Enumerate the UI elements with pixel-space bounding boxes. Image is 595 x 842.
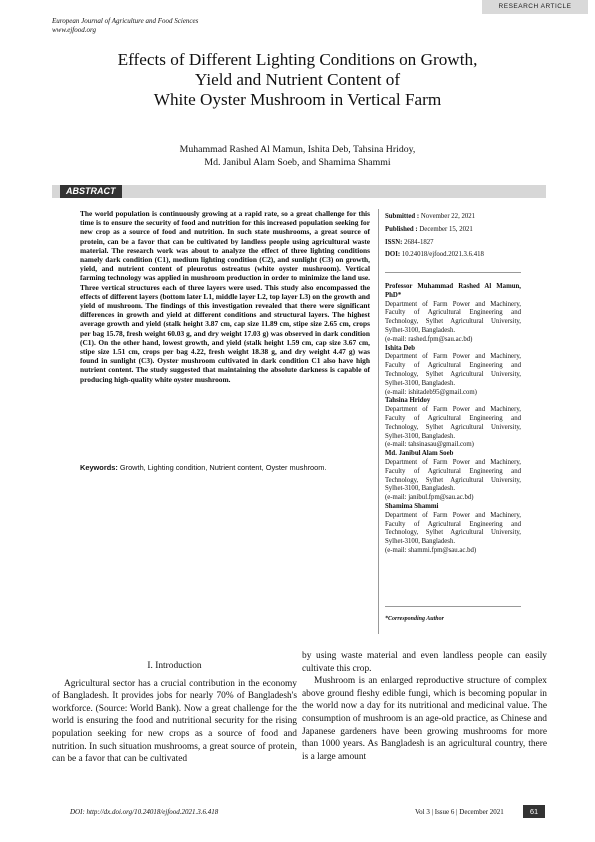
article-type-badge: RESEARCH ARTICLE bbox=[482, 0, 588, 14]
doi-label: DOI: bbox=[385, 251, 401, 259]
affiliation-divider bbox=[385, 606, 521, 607]
affiliation-item bbox=[385, 345, 521, 398]
title-line: White Oyster Mushroom in Vertical Farm bbox=[153, 90, 442, 109]
submitted-date: November 22, 2021 bbox=[420, 213, 476, 220]
affiliation-dept: Department of Farm Power and Machinery, Faculty of Agricultural Engineering and Technology, Sylhet Agricultural University, Sylhet-3100, Bangladesh. bbox=[385, 353, 521, 387]
published-date: December 15, 2021 bbox=[419, 225, 473, 233]
issn-label: ISSN: bbox=[385, 238, 403, 246]
paragraph: by using waste material and even landless people can easily cultivate this crop. bbox=[302, 651, 547, 674]
issn-value: 2684-1827 bbox=[404, 238, 434, 246]
paragraph: Agricultural sector has a crucial contribution in the economy of Bangladesh. It provides jobs for nearly 70% of Bangladesh's workforce. (Source: World Bank). Now a great challenge for the world is ensuring the food and nutritional security for the rising population seeking for new crops as a source of food and nutrition. In such situation mushrooms, a great source of protein, can be a favor that can be cultivated bbox=[52, 678, 297, 765]
affiliation-dept: Department of Farm Power and Machinery, Faculty of Agricultural Engineering and Technology, Sylhet Agricultural University, Sylhet-3100, Bangladesh. bbox=[385, 511, 521, 546]
keywords-label: Keywords: bbox=[80, 463, 118, 472]
journal-header bbox=[52, 17, 198, 35]
intro-right-column bbox=[302, 650, 547, 763]
affiliation-name: Shamima Shammi bbox=[385, 502, 439, 510]
author-line: Md. Janibul Alam Soeb, and Shamima Shammi bbox=[204, 157, 391, 168]
affiliation-item bbox=[385, 503, 521, 556]
title-line: Yield and Nutrient Content of bbox=[194, 70, 401, 89]
author-line: Muhammad Rashed Al Mamun, Ishita Deb, Tahsina Hridoy, bbox=[179, 144, 416, 155]
affiliations bbox=[385, 283, 521, 556]
affiliation-name: Tahsina Hridoy bbox=[385, 397, 431, 405]
journal-name: European Journal of Agriculture and Food Sciences bbox=[52, 17, 199, 25]
affiliation-email[interactable]: (e-mail: janibul.fpm@sau.ac.bd) bbox=[385, 494, 474, 502]
page-number: 61 bbox=[523, 805, 545, 818]
abstract-text: The world population is continuously growing at a rapid rate, so a great challenge for this time is to ensure the security of food and nutrition for this increased population seeking for new crop as a source of food and nutrition. In such state mushrooms, a great source of protein, can be a favor that can be cultivated by landless people using agricultural waste material. The research work was about to analyze the effect of three lighting conditions namely dark condition (C1), medium lighting condition (C2), and sunlight (C3) on growth, yield, and nutrient content of pleurotus ostreatus (white oyster mushroom). Vertical farming technology was applied in mushroom production in order to minimize the land use. Three vertical structures each of three layers were used. This study also encompassed the effects of different layers (bottom later L1, middle layer L2, top layer L3) on the growth and yield of mushroom. The findings of this investigation revealed that there were significant differences in growth and yield at different conditions and structural layers. The highest average growth and yield (stalk height 3.87 cm, cap size 11.89 cm, stipe size 2.65 cm, crops per bag 15.78, fresh weight 60.03 g, and dry weight 17.03 g) was observed in dark condition (C1). On the other hand, lowest growth, and yield (stalk height 1.59 cm, cap size 3.67 cm, stipe size 1.51 cm, crops per bag 4.22, fresh weight 18.38 g, and dry weight 4.47 g) was found in sunlight (C3). Oyster mushroom cultivated in dark condition C1 also have high nutrient content. The study suggested that maintaining the absolute darkness is capable of producing high-quality white oyster mushroom. bbox=[80, 209, 370, 384]
journal-url[interactable]: www.ejfood.org bbox=[52, 26, 96, 34]
affiliation-item bbox=[385, 450, 521, 503]
column-divider bbox=[378, 209, 379, 634]
paper-title bbox=[52, 50, 543, 110]
author-list bbox=[52, 143, 543, 169]
article-meta bbox=[385, 213, 521, 260]
doi-value[interactable]: 10.24018/ejfood.2021.3.6.418 bbox=[401, 251, 484, 259]
affiliation-email[interactable]: (e-mail: rashed.fpm@sau.ac.bd) bbox=[385, 335, 473, 343]
abstract-heading: ABSTRACT bbox=[60, 185, 122, 198]
published-label: Published : bbox=[385, 225, 418, 233]
affiliation-name: Ishita Deb bbox=[385, 344, 416, 352]
affiliation-item bbox=[385, 397, 521, 450]
affiliation-email[interactable]: (e-mail: ishitadeb95@gmail.com) bbox=[385, 388, 477, 396]
abstract-bar bbox=[52, 185, 546, 198]
affiliation-name: Professor Muhammad Rashed Al Mamun, PhD* bbox=[385, 283, 521, 299]
submitted-label: Submitted : bbox=[385, 213, 420, 220]
title-line: Effects of Different Lighting Conditions on Growth, bbox=[117, 50, 478, 69]
affiliation-dept: Department of Farm Power and Machinery, Faculty of Agricultural Engineering and Technology, Sylhet Agricultural University, Sylhet-3100, Bangladesh. bbox=[385, 300, 521, 334]
corresponding-author-note: *Corresponding Author bbox=[385, 616, 444, 622]
keywords bbox=[80, 463, 380, 472]
affiliation-email[interactable]: (e-mail: tahsinasau@gmail.com) bbox=[385, 441, 474, 449]
meta-divider bbox=[385, 272, 521, 273]
section-heading: I. Introduction bbox=[147, 661, 202, 671]
footer-volume: Vol 3 | Issue 6 | December 2021 bbox=[415, 808, 504, 816]
footer-doi[interactable]: DOI: http://dx.doi.org/10.24018/ejfood.2021.3.6.418 bbox=[70, 808, 219, 816]
affiliation-dept: Department of Farm Power and Machinery, Faculty of Agricultural Engineering and Technology, Sylhet Agricultural University, Sylhet-3100, Bangladesh. bbox=[385, 406, 521, 440]
paragraph: Mushroom is an enlarged reproductive structure of complex above ground fleshy edible fungi, which is becoming popular in the world now a day for its nutritional and medicinal value. The consumption of mushroom is an age-old practice, as Chinese and Japanese gardeners have been growing mushrooms for more than 1000 years. As Bangladesh is an agricultural country, there is a large amount bbox=[302, 676, 547, 762]
affiliation-name: Md. Janibul Alam Soeb bbox=[385, 450, 454, 458]
affiliation-email[interactable]: (e-mail: shammi.fpm@sau.ac.bd) bbox=[385, 546, 477, 554]
affiliation-dept: Department of Farm Power and Machinery, Faculty of Agricultural Engineering and Technology, Sylhet Agricultural University, Sylhet-3100, Bangladesh. bbox=[385, 458, 521, 493]
affiliation-item bbox=[385, 283, 521, 345]
intro-left-column bbox=[52, 660, 297, 766]
keywords-text: Growth, Lighting condition, Nutrient content, Oyster mushroom. bbox=[119, 463, 327, 472]
